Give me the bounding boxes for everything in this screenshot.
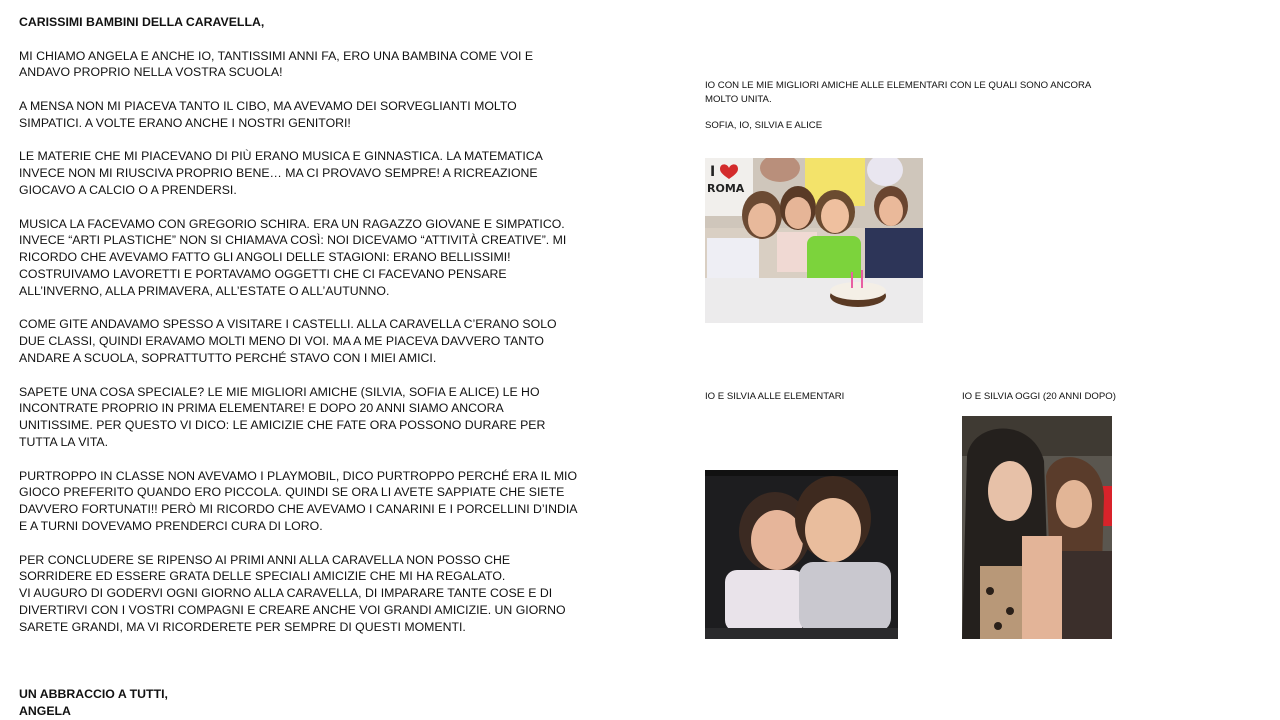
letter (19, 14, 579, 719)
friends-photo (705, 158, 923, 323)
letter-greeting: CARISSIMI BAMBINI DELLA CARAVELLA, (19, 15, 265, 29)
letter-paragraph: COME GITE ANDAVAMO SPESSO A VISITARE I CASTELLI. ALLA CARAVELLA C’ERANO SOLO DUE CLASSI, QUINDI ERAVAMO MOLTI MENO DI VOI. MA A ME PIACEVA DAVVERO TANTO ANDARE A SCUOLA, SOPRATTUTTO PERCHÉ STAVO CON I MIEI AMICI. (19, 317, 557, 365)
letter-paragraph: LE MATERIE CHE MI PIACEVANO DI PIÙ ERANO MUSICA E GINNASTICA. LA MATEMATICA INVECE NON MI RIUSCIVA PROPRIO BENE… MA CI PROVAVO SEMPRE! A RICREAZIONE GIOCAVO A CALCIO O A PRENDERSI. (19, 149, 543, 197)
silvia-now-photo (962, 416, 1112, 639)
letter-paragraph: PURTROPPO IN CLASSE NON AVEVAMO I PLAYMOBIL, DICO PURTROPPO PERCHÉ ERA IL MIO GIOCO PREFERITO QUANDO ERO PICCOLA. QUINDI SE ORA LI AVETE SAPPIATE CHE SIETE DAVVERO FORTUNATI!! PERÒ MI RICORDO CHE AVEVAMO I CANARINI E I PORCELLINI D’INDIA E A TURNI DOVEVAMO PRENDERCI CURA DI LORO. (19, 468, 578, 533)
letter-paragraph: MI CHIAMO ANGELA E ANCHE IO, TANTISSIMI ANNI FA, ERO UNA BAMBINA COME VOI E ANDAVO PROPRIO NELLA VOSTRA SCUOLA! (19, 48, 534, 80)
letter-paragraph: MUSICA LA FACEVAMO CON GREGORIO SCHIRA. ERA UN RAGAZZO GIOVANE E SIMPATICO. INVECE “ARTI PLASTICHE” NON SI CHIAMAVA COSÌ: NOI DICEVAMO “ATTIVITÀ CREATIVE”. MI RICORDO CHE AVEVAMO FATTO GLI ANGOLI DELLE STAGIONI: ERANO BELLISSIMI! COSTRUIVAMO LAVORETTI E PORTAVAMO OGGETTI CHE CI FACEVANO PENSARE ALL’INVERNO, ALLA PRIMAVERA, ALL’ESTATE O ALL’AUTUNNO. (19, 216, 567, 298)
friends-photo-caption: IO CON LE MIE MIGLIORI AMICHE ALLE ELEMENTARI CON LE QUALI SONO ANCORA MOLTO UNITA. (705, 80, 1091, 105)
letter-closing-paragraph: VI AUGURO DI GODERVI OGNI GIORNO ALLA CARAVELLA, DI IMPARARE TANTE COSE E DI DIVERTIRVI CON I VOSTRI COMPAGNI E CREARE ANCHE VOI GRANDI AMICIZIE. UN GIORNO SARETE GRANDI, MA VI RICORDERETE PER SEMPRE DI QUESTI MOMENTI. (19, 586, 566, 634)
silvia-then-photo (705, 470, 898, 639)
friends-photo-names: SOFIA, IO, SILVIA E ALICE (705, 120, 823, 131)
shirt-text-i: I (710, 164, 716, 180)
letter-paragraph: A MENSA NON MI PIACEVA TANTO IL CIBO, MA AVEVAMO DEI SORVEGLIANTI MOLTO SIMPATICI. A VOLTE ERANO ANCHE I NOSTRI GENITORI! (19, 98, 517, 130)
letter-signature: ANGELA (19, 703, 71, 718)
letter-paragraph: SAPETE UNA COSA SPECIALE? LE MIE MIGLIORI AMICHE (SILVIA, SOFIA E ALICE) LE HO INCONTRATE PROPRIO IN PRIMA ELEMENTARE! E DOPO 20 ANNI SIAMO ANCORA UNITISSIME. PER QUESTO VI DICO: LE AMICIZIE CHE FATE ORA POSSONO DURARE PER TUTTA LA VITA. (19, 384, 546, 449)
letter-paragraph: PER CONCLUDERE SE RIPENSO AI PRIMI ANNI ALLA CARAVELLA NON POSSO CHE SORRIDERE ED ESSERE GRATA DELLE SPECIALI AMICIZIE CHE MI HA REGALATO. (19, 552, 511, 584)
silvia-now-caption: IO E SILVIA OGGI (20 ANNI DOPO) (962, 391, 1116, 402)
letter-signoff: UN ABBRACCIO A TUTTI, (19, 686, 168, 701)
shirt-text-roma: ROMA (707, 182, 745, 195)
silvia-then-caption: IO E SILVIA ALLE ELEMENTARI (705, 391, 845, 402)
